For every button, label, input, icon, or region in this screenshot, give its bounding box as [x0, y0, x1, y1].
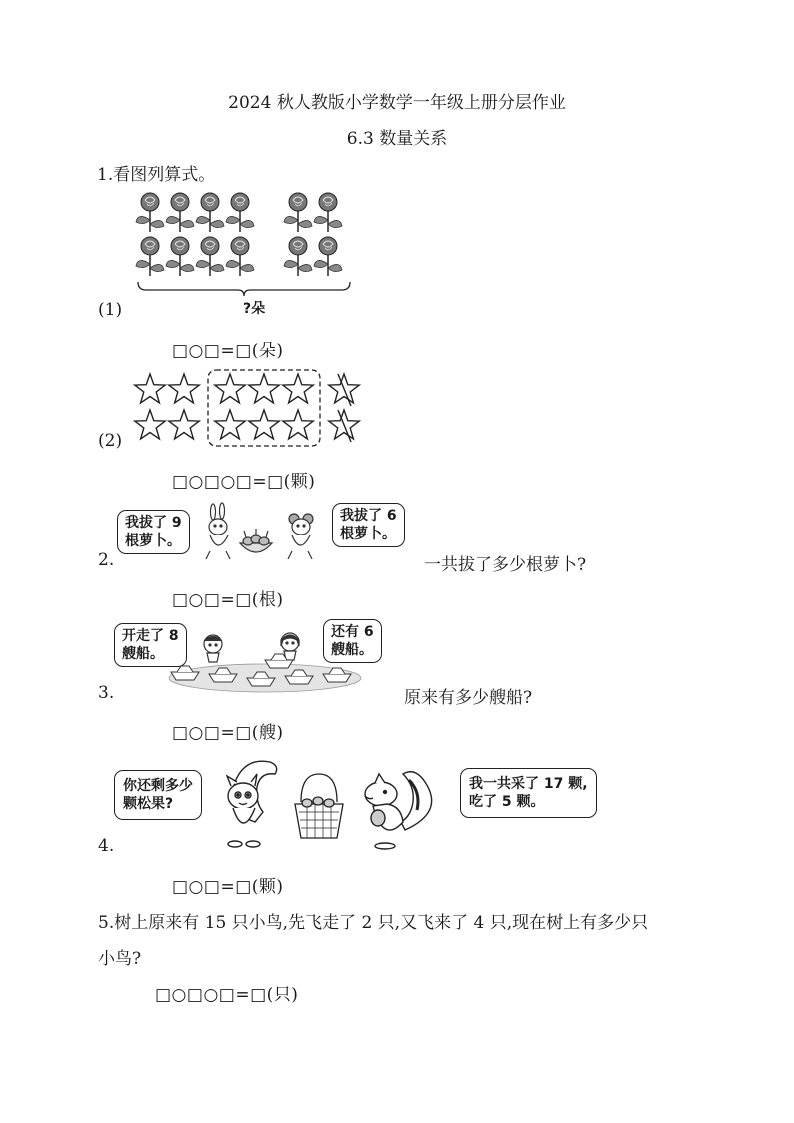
star-icon: [283, 410, 313, 439]
q1-part2-formula: □○□○□=□(颗): [172, 472, 316, 492]
q2-left-speech-bubble: 我拔了 9 根萝卜。: [117, 510, 190, 554]
q3-number: 3.: [98, 683, 115, 703]
squirrel-left-icon: [227, 761, 277, 847]
brace-label: ?朵: [243, 301, 266, 317]
rose-icon: [284, 193, 312, 232]
q2-question: 一共拔了多少根萝卜?: [424, 555, 587, 575]
rabbit-radish-illustration: [196, 505, 326, 565]
star-icon: [215, 410, 245, 439]
section-subtitle: 6.3 数量关系: [346, 129, 448, 149]
stars-illustration: [130, 368, 370, 450]
rose-icon: [226, 193, 254, 232]
star-icon: [135, 410, 165, 439]
q1-part1-formula: □○□=□(朵): [172, 341, 284, 361]
rose-icon: [196, 193, 224, 232]
star-icon: [283, 374, 313, 403]
rose-icon: [314, 237, 342, 276]
rose-icon: [166, 193, 194, 232]
q4-left-speech-bubble: 你还剩多少 颗松果?: [114, 770, 202, 820]
q2-number: 2.: [98, 550, 115, 570]
q5-text-line2: 小鸟?: [98, 949, 142, 969]
star-icon: [249, 410, 279, 439]
rose-icon: [196, 237, 224, 276]
star-icon: [169, 410, 199, 439]
star-icon: [215, 374, 245, 403]
q5-formula: □○□○□=□(只): [155, 985, 299, 1005]
q4-formula: □○□=□(颗): [172, 877, 284, 897]
squirrel-right-icon: [365, 772, 432, 849]
flowers-illustration: [130, 190, 390, 300]
page-title: 2024 秋人教版小学数学一年级上册分层作业: [228, 93, 566, 113]
q1-part1-label: (1): [98, 300, 123, 320]
boats-illustration: [165, 630, 365, 698]
rose-icon: [166, 237, 194, 276]
rose-icon: [284, 237, 312, 276]
q5-text-line1: 5.树上原来有 15 只小鸟,先飞走了 2 只,又飞来了 4 只,现在树上有多少只: [98, 913, 649, 933]
star-icon: [249, 374, 279, 403]
child-left-icon: [204, 635, 222, 662]
q4-right-speech-bubble: 我一共采了 17 颗, 吃了 5 颗。: [460, 768, 597, 818]
q3-left-speech-bubble: 开走了 8 艘船。: [114, 623, 187, 667]
q1-heading: 1.看图列算式。: [97, 165, 216, 185]
rose-icon: [136, 193, 164, 232]
star-icon: [169, 374, 199, 403]
q3-formula: □○□=□(艘): [172, 723, 284, 743]
q2-formula: □○□=□(根): [172, 590, 284, 610]
bracket-brace: [138, 282, 350, 296]
pinecone-basket-icon: [295, 774, 343, 838]
q4-number: 4.: [98, 836, 115, 856]
rose-icon: [136, 237, 164, 276]
q2-right-speech-bubble: 我拔了 6 根萝卜。: [332, 503, 405, 547]
rabbit-icon: [206, 503, 230, 559]
q1-part2-label: (2): [98, 431, 123, 451]
rose-icon: [226, 237, 254, 276]
radish-basket-icon: [240, 529, 272, 552]
q3-right-speech-bubble: 还有 6 艘船。: [323, 619, 382, 663]
rose-icon: [314, 193, 342, 232]
q3-question: 原来有多少艘船?: [404, 688, 533, 708]
mouse-icon: [288, 514, 313, 559]
squirrels-basket-illustration: [215, 752, 445, 852]
star-icon: [135, 374, 165, 403]
